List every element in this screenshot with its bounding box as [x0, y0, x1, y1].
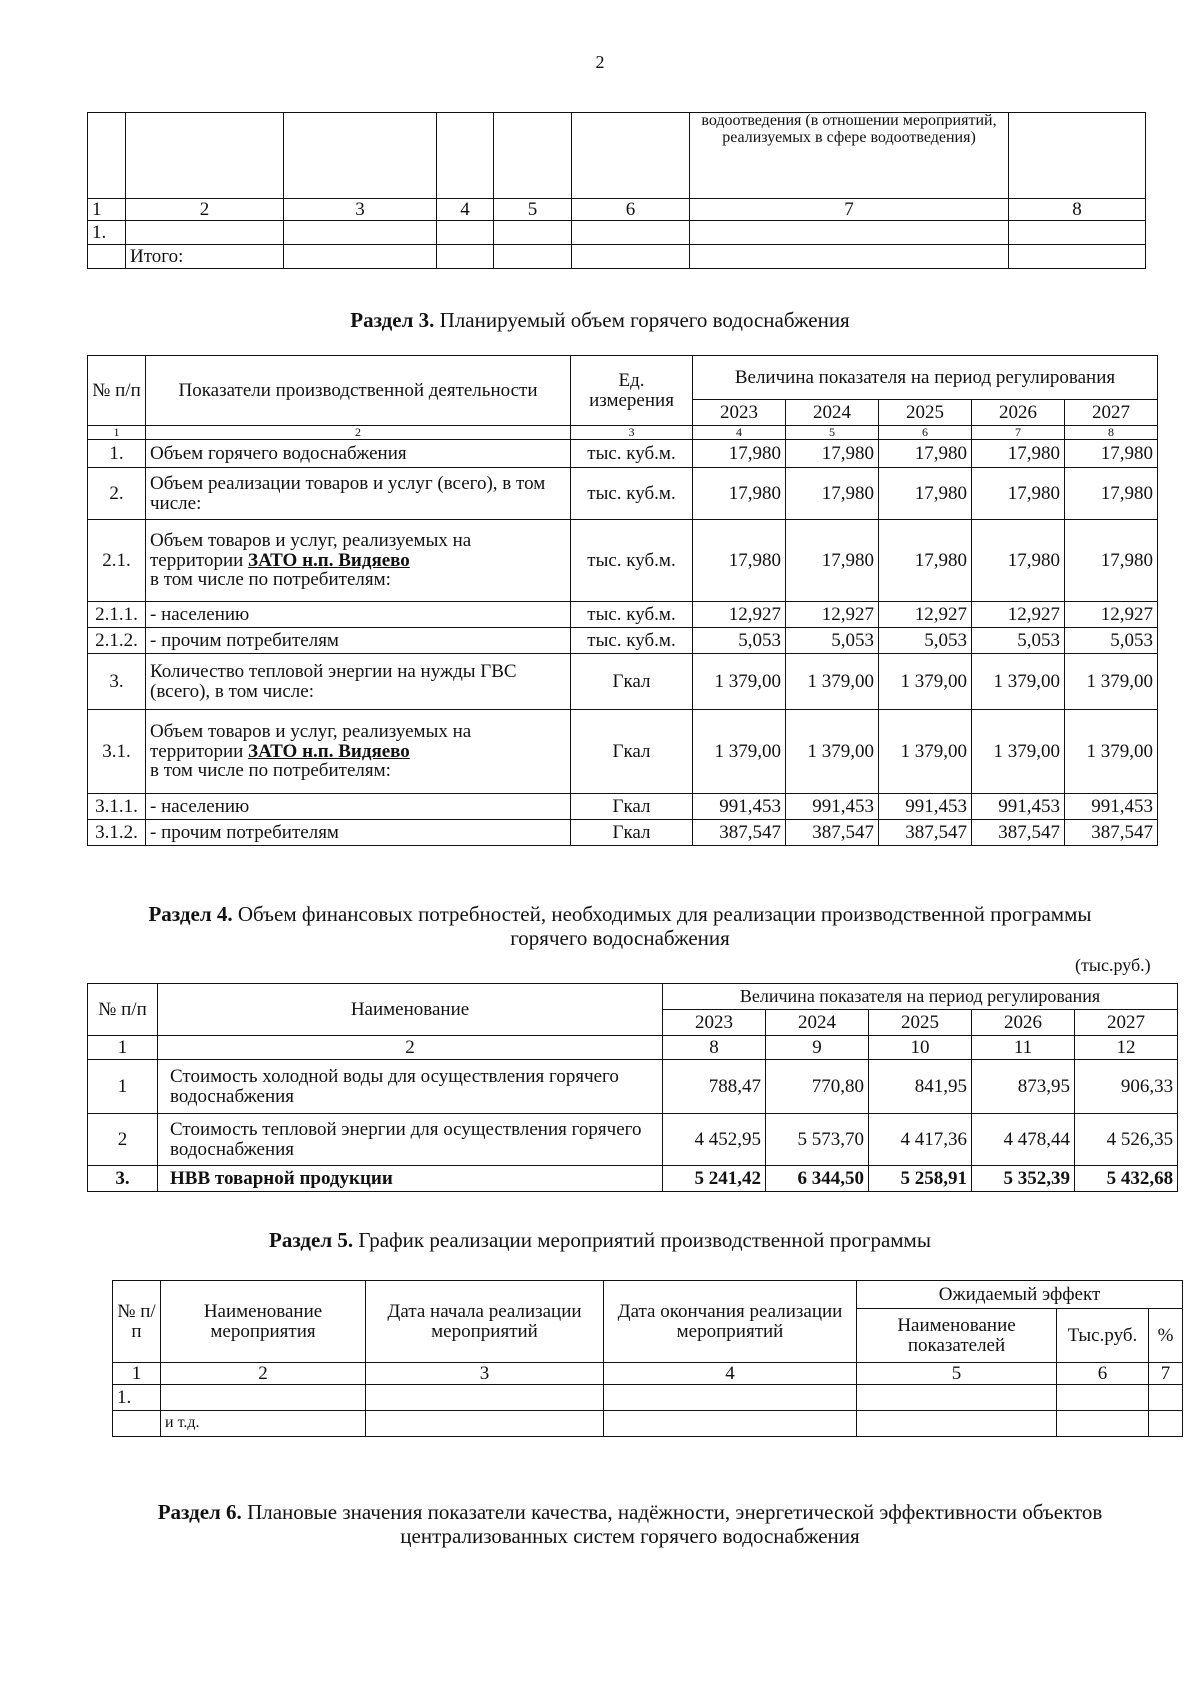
s4-row-num: 1: [88, 1060, 158, 1114]
s3-row-num: 2.1.: [88, 520, 146, 602]
s3-row-value: 17,980: [972, 468, 1065, 520]
s4-row-value: 873,95: [972, 1060, 1075, 1114]
s4-colnum-12: 12: [1075, 1036, 1178, 1060]
s3-colnum-1: 1: [88, 426, 146, 440]
section5-title: Раздел 5. График реализации мероприятий производственной программы: [269, 1228, 931, 1252]
s4-row-value: 4 526,35: [1075, 1114, 1178, 1166]
s3-colnum-8: 8: [1065, 426, 1158, 440]
s4-colnum-2: 2: [158, 1036, 663, 1060]
table-row: [88, 520, 1158, 602]
s5-h-indicators: Наименование показателей: [857, 1309, 1057, 1363]
s4-year-2026: 2026: [972, 1010, 1075, 1036]
s4-colnum-11: 11: [972, 1036, 1075, 1060]
s3-row-name: Количество тепловой энергии на нужды ГВС (всего), в том числе:: [146, 654, 571, 710]
s3-row-unit: тыс. куб.м.: [571, 520, 693, 602]
s3-row-value: 1 379,00: [786, 654, 879, 710]
s3-row-value: 17,980: [879, 440, 972, 468]
s5-colnum-3: 3: [366, 1363, 604, 1385]
top-num-6: 6: [572, 199, 690, 221]
s4-row-value: 6 344,50: [766, 1166, 869, 1192]
s3-colnum-7: 7: [972, 426, 1065, 440]
s3-colnum-6: 6: [879, 426, 972, 440]
s3-row-num: 2.: [88, 468, 146, 520]
s4-h-name: Наименование: [158, 984, 663, 1036]
s4-row-value: 906,33: [1075, 1060, 1178, 1114]
s3-h-name: Показатели производственной деятельности: [146, 356, 571, 426]
s3-row-value: 387,547: [786, 820, 879, 846]
s3-colnum-5: 5: [786, 426, 879, 440]
table-row: [88, 820, 1158, 846]
s3-row-num: 3.1.2.: [88, 820, 146, 846]
top-row1-label: 1.: [88, 221, 126, 245]
s5-row1-label: 1.: [113, 1385, 161, 1411]
s5-etc-label: и т.д.: [161, 1411, 366, 1437]
s4-row-value: 5 573,70: [766, 1114, 869, 1166]
s3-row-value: 17,980: [879, 468, 972, 520]
s3-row-value: 17,980: [1065, 520, 1158, 602]
top-num-7: 7: [690, 199, 1009, 221]
s3-row-name: Объем товаров и услуг, реализуемых на территории ЗАТО н.п. Видяево в том числе по потребителям:: [146, 710, 571, 794]
s3-row-value: 1 379,00: [972, 654, 1065, 710]
s3-row-value: 17,980: [1065, 440, 1158, 468]
s3-row-value: 1 379,00: [1065, 654, 1158, 710]
s3-row-value: 991,453: [693, 794, 786, 820]
s3-row-value: 991,453: [1065, 794, 1158, 820]
s3-row-value: 387,547: [972, 820, 1065, 846]
s4-row-value: 5 432,68: [1075, 1166, 1178, 1192]
s3-row-value: 17,980: [693, 520, 786, 602]
s3-year-2023: 2023: [693, 400, 786, 426]
s3-row-value: 12,927: [786, 602, 879, 628]
section4-table: [87, 983, 1178, 1192]
s3-row-value: 12,927: [1065, 602, 1158, 628]
s3-row-value: 1 379,00: [693, 710, 786, 794]
s3-row-num: 2.1.2.: [88, 628, 146, 654]
s4-row-num: 3.: [88, 1166, 158, 1192]
s3-row-value: 12,927: [972, 602, 1065, 628]
s3-row-value: 17,980: [693, 468, 786, 520]
s3-row-unit: тыс. куб.м.: [571, 468, 693, 520]
s4-row-value: 4 417,36: [869, 1114, 972, 1166]
s3-row-unit: тыс. куб.м.: [571, 628, 693, 654]
s3-row-value: 17,980: [786, 468, 879, 520]
table-row: [88, 628, 1158, 654]
s5-h-start: Дата начала реализации мероприятий: [366, 1281, 604, 1363]
s3-year-2026: 2026: [972, 400, 1065, 426]
s3-row-name: - населению: [146, 602, 571, 628]
s3-row-unit: Гкал: [571, 820, 693, 846]
s4-year-2023: 2023: [663, 1010, 766, 1036]
s5-colnum-1: 1: [113, 1363, 161, 1385]
s3-row-value: 12,927: [693, 602, 786, 628]
s5-h-rub: Тыс.руб.: [1057, 1309, 1149, 1363]
s3-row-value: 17,980: [786, 520, 879, 602]
s3-row-unit: тыс. куб.м.: [571, 602, 693, 628]
top-num-4: 4: [437, 199, 494, 221]
page-number: 2: [595, 52, 605, 72]
s3-row-value: 991,453: [972, 794, 1065, 820]
s3-row-value: 5,053: [879, 628, 972, 654]
s4-row-name: Стоимость тепловой энергии для осуществления горячего водоснабжения: [158, 1114, 663, 1166]
section3-title: Раздел 3. Планируемый объем горячего водоснабжения: [350, 308, 850, 332]
s4-row-value: 788,47: [663, 1060, 766, 1114]
table-row: [88, 440, 1158, 468]
s3-row-value: 12,927: [879, 602, 972, 628]
table-row: [88, 654, 1158, 710]
s5-colnum-6: 6: [1057, 1363, 1149, 1385]
s3-row-value: 1 379,00: [786, 710, 879, 794]
s3-h-unit: Ед. измерения: [571, 356, 693, 426]
s3-row-value: 991,453: [786, 794, 879, 820]
s3-row-name: - населению: [146, 794, 571, 820]
top-num-1: 1: [88, 199, 126, 221]
table-row: [88, 794, 1158, 820]
s4-colnum-8: 8: [663, 1036, 766, 1060]
s3-row-name: Объем товаров и услуг, реализуемых на территории ЗАТО н.п. Видяево в том числе по потребителям:: [146, 520, 571, 602]
s3-colnum-3: 3: [571, 426, 693, 440]
s3-row-value: 1 379,00: [879, 710, 972, 794]
section5-table: [112, 1280, 1183, 1437]
s3-row-value: 17,980: [1065, 468, 1158, 520]
s5-colnum-7: 7: [1149, 1363, 1183, 1385]
s4-year-2027: 2027: [1075, 1010, 1178, 1036]
top-table: [87, 112, 1146, 269]
s3-row-value: 387,547: [879, 820, 972, 846]
s3-h-num: № п/п: [88, 356, 146, 426]
s5-h-pct: %: [1149, 1309, 1183, 1363]
table-row: [88, 468, 1158, 520]
s3-row-value: 17,980: [972, 440, 1065, 468]
table-row: [88, 602, 1158, 628]
s3-row-num: 1.: [88, 440, 146, 468]
top-num-2: 2: [126, 199, 284, 221]
table-row: [88, 1114, 1178, 1166]
s3-row-name: - прочим потребителям: [146, 820, 571, 846]
s3-h-period: Величина показателя на период регулирования: [693, 356, 1158, 400]
s3-row-value: 17,980: [879, 520, 972, 602]
s4-colnum-10: 10: [869, 1036, 972, 1060]
s3-row-value: 1 379,00: [1065, 710, 1158, 794]
top-num-3: 3: [284, 199, 437, 221]
s4-row-name: НВВ товарной продукции: [158, 1166, 663, 1192]
top-num-5: 5: [494, 199, 572, 221]
s3-row-name: Объем горячего водоснабжения: [146, 440, 571, 468]
s4-row-name: Стоимость холодной воды для осуществления горячего водоснабжения: [158, 1060, 663, 1114]
s4-row-value: 5 352,39: [972, 1166, 1075, 1192]
s3-row-num: 2.1.1.: [88, 602, 146, 628]
s4-year-2024: 2024: [766, 1010, 869, 1036]
section4-title: Раздел 4. Объем финансовых потребностей, необходимых для реализации производственной программы горячего водоснабжения: [148, 902, 1092, 951]
s4-h-num: № п/п: [88, 984, 158, 1036]
s3-row-value: 5,053: [1065, 628, 1158, 654]
s3-row-name: - прочим потребителям: [146, 628, 571, 654]
table-row: [88, 1166, 1178, 1192]
s3-row-value: 387,547: [693, 820, 786, 846]
s5-colnum-2: 2: [161, 1363, 366, 1385]
top-col7-text: водоотведения (в отношении мероприятий, реализуемых в сфере водоотведения): [690, 113, 1009, 199]
table-row: [88, 1060, 1178, 1114]
s5-h-num: № п/п: [113, 1281, 161, 1363]
s3-row-value: 1 379,00: [693, 654, 786, 710]
s4-colnum-1: 1: [88, 1036, 158, 1060]
s4-h-period: Величина показателя на период регулирования: [663, 984, 1178, 1010]
s3-row-value: 1 379,00: [879, 654, 972, 710]
s4-row-value: 5 241,42: [663, 1166, 766, 1192]
s3-row-name: Объем реализации товаров и услуг (всего), в том числе:: [146, 468, 571, 520]
top-total-label: Итого:: [126, 245, 284, 269]
s3-row-num: 3.1.: [88, 710, 146, 794]
s3-row-num: 3.1.1.: [88, 794, 146, 820]
section4-units: (тыс.руб.): [1075, 955, 1151, 975]
s4-year-2025: 2025: [869, 1010, 972, 1036]
s4-row-num: 2: [88, 1114, 158, 1166]
s5-h-effect: Ожидаемый эффект: [857, 1281, 1183, 1309]
s3-year-2025: 2025: [879, 400, 972, 426]
s4-row-value: 841,95: [869, 1060, 972, 1114]
s3-row-value: 1 379,00: [972, 710, 1065, 794]
s5-colnum-4: 4: [604, 1363, 857, 1385]
s3-row-value: 5,053: [972, 628, 1065, 654]
s3-row-value: 17,980: [693, 440, 786, 468]
s3-row-unit: Гкал: [571, 794, 693, 820]
s3-row-unit: Гкал: [571, 654, 693, 710]
s4-row-value: 770,80: [766, 1060, 869, 1114]
s3-row-num: 3.: [88, 654, 146, 710]
s4-colnum-9: 9: [766, 1036, 869, 1060]
s3-row-unit: тыс. куб.м.: [571, 440, 693, 468]
s3-year-2027: 2027: [1065, 400, 1158, 426]
s3-row-value: 991,453: [879, 794, 972, 820]
s3-row-value: 17,980: [972, 520, 1065, 602]
section3-table: [87, 355, 1158, 846]
s3-row-value: 5,053: [786, 628, 879, 654]
s4-row-value: 5 258,91: [869, 1166, 972, 1192]
s3-row-value: 5,053: [693, 628, 786, 654]
section6-title: Раздел 6. Плановые значения показатели качества, надёжности, энергетической эффективности объектов централизованных систем горячего водоснабжения: [157, 1500, 1103, 1549]
s3-row-value: 387,547: [1065, 820, 1158, 846]
s5-colnum-5: 5: [857, 1363, 1057, 1385]
top-num-8: 8: [1009, 199, 1146, 221]
s3-row-unit: Гкал: [571, 710, 693, 794]
s4-row-value: 4 478,44: [972, 1114, 1075, 1166]
s3-colnum-4: 4: [693, 426, 786, 440]
s3-year-2024: 2024: [786, 400, 879, 426]
s3-row-value: 17,980: [786, 440, 879, 468]
s4-row-value: 4 452,95: [663, 1114, 766, 1166]
s5-h-end: Дата окончания реализации мероприятий: [604, 1281, 857, 1363]
s3-colnum-2: 2: [146, 426, 571, 440]
table-row: [88, 710, 1158, 794]
s5-h-name: Наименование мероприятия: [161, 1281, 366, 1363]
